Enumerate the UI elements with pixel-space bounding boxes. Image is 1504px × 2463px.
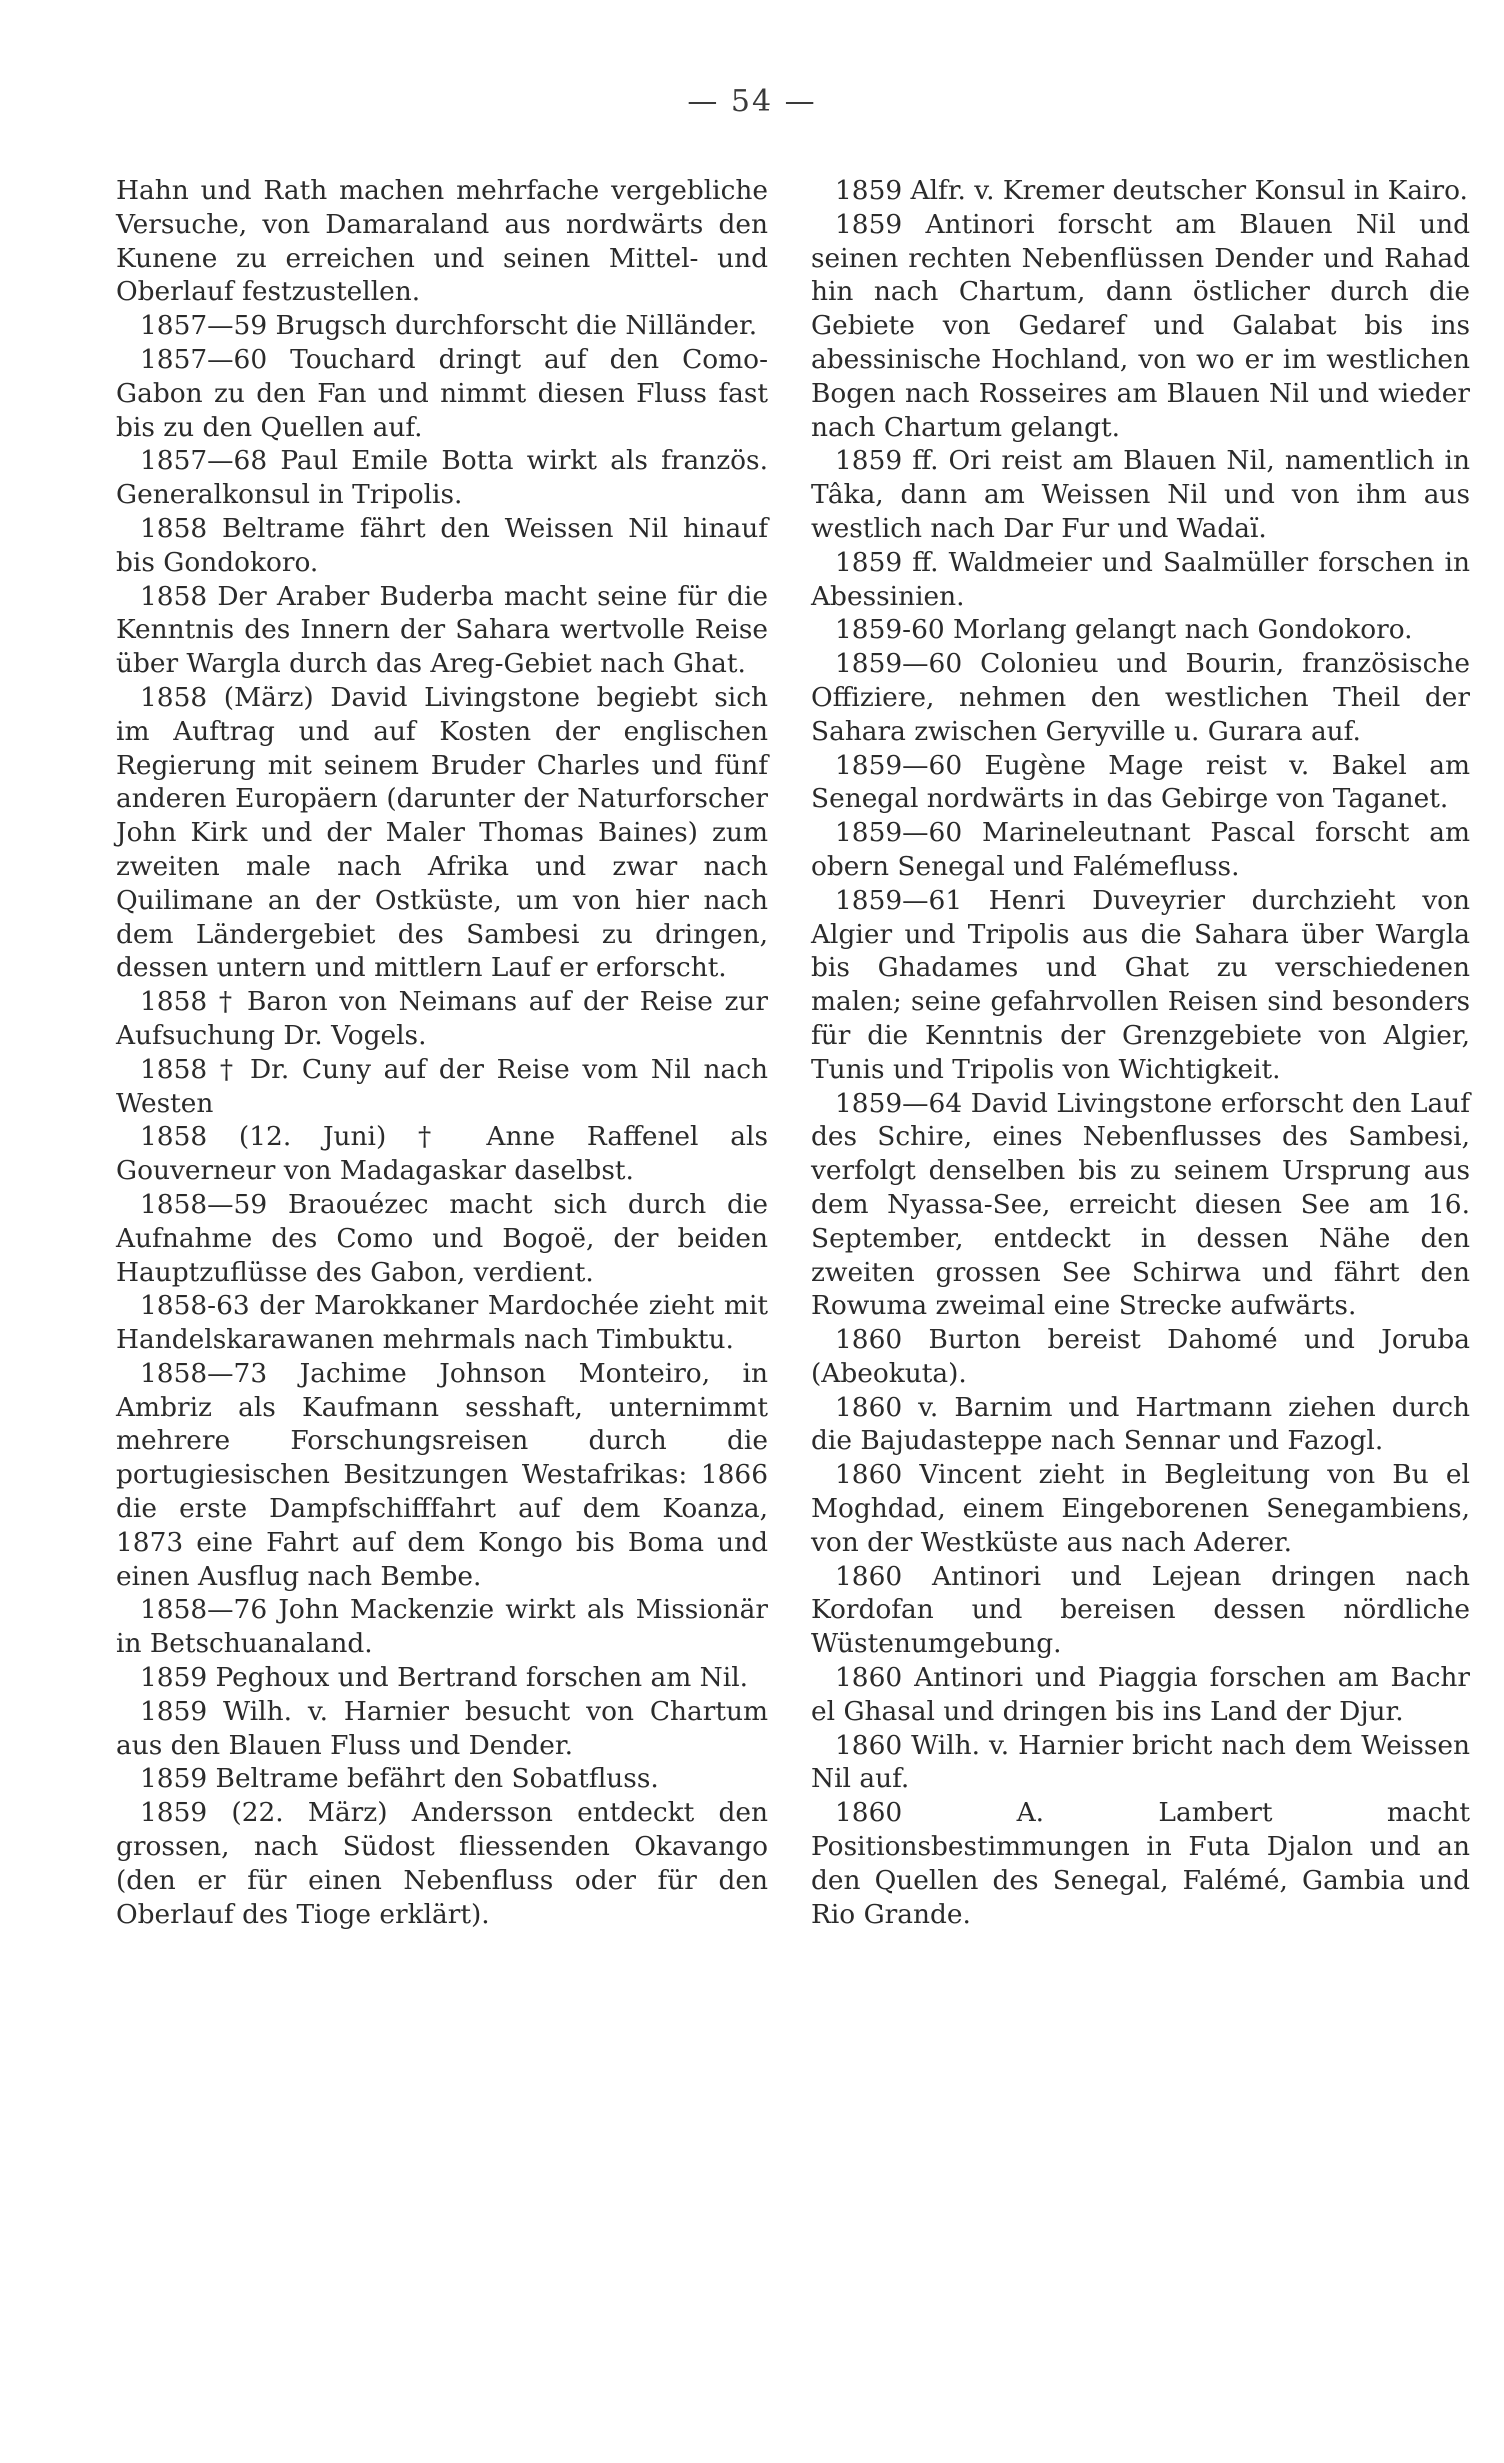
chronology-entry: 1859—60 Eugène Mage reist v. Bakel am Senegal nordwärts in das Gebirge von Taganet. xyxy=(811,749,1470,815)
chronology-entry: 1860 Vincent zieht in Begleitung von Bu el Moghdad, einem Eingeborenen Senegambiens, von der Westküste aus nach Aderer. xyxy=(811,1459,1470,1558)
chronology-entry: 1859—61 Henri Duveyrier durchzieht von Algier und Tripolis aus die Sahara über Wargla bis Ghadames und Ghat zu verschiedenen malen; seine gefahrvollen Reisen sind besonders für die Kenntnis der Grenzgebiete von Algier, Tunis und Tripolis von Wichtigkeit. xyxy=(811,884,1470,1085)
chronology-entry: 1857—68 Paul Emile Botta wirkt als französ. Generalkonsul in Tripolis. xyxy=(116,445,768,511)
chronology-entry: 1859—60 Colonieu und Bourin, französische Offiziere, nehmen den westlichen Theil der Sahara zwischen Geryville u. Gurara auf. xyxy=(811,648,1470,747)
chronology-entry: 1860 Antinori und Lejean dringen nach Kordofan und bereisen dessen nördliche Wüstenumgebung. xyxy=(811,1560,1470,1660)
chronology-entry: 1858 Der Araber Buderba macht seine für die Kenntnis des Innern der Sahara wertvolle Reise über Wargla durch das Areg-Gebiet nach Ghat. xyxy=(116,580,768,680)
chronology-entry: 1859 Peghoux und Bertrand forschen am Nil. xyxy=(140,1662,749,1694)
chronology-entry: 1857—59 Brugsch durchforscht die Nilländer. xyxy=(140,310,758,342)
chronology-entry: 1860 Wilh. v. Harnier bricht nach dem Weissen Nil auf. xyxy=(811,1729,1470,1795)
chronology-entry: 1858—73 Jachime Johnson Monteiro, in Ambriz als Kaufmann sesshaft, unternimmt mehrere Forschungsreisen durch die portugiesischen Besitzungen Westafrikas: 1866 die erste Dampfschifffahrt auf dem Koanza, 1873 eine Fahrt auf dem Kongo bis Boma und einen Ausflug nach Bembe. xyxy=(116,1357,768,1592)
page-number: — 54 — xyxy=(687,84,817,119)
right-column xyxy=(811,174,1470,1931)
chronology-entry: 1860 v. Barnim und Hartmann ziehen durch die Bajudasteppe nach Sennar und Fazogl. xyxy=(811,1391,1470,1457)
chronology-entry: 1859 Beltrame befährt den Sobatfluss. xyxy=(140,1763,659,1795)
chronology-entry: 1858 † Dr. Cuny auf der Reise vom Nil nach Westen xyxy=(116,1053,768,1119)
chronology-entry: 1860 Burton bereist Dahomé und Joruba (Abeokuta). xyxy=(811,1324,1470,1389)
chronology-entry: 1859 (22. März) Andersson entdeckt den grossen, nach Südost fliessenden Okavango (den er für einen Nebenfluss oder für den Oberlauf des Tioge erklärt). xyxy=(116,1797,768,1930)
chronology-entry: 1858—59 Braouézec macht sich durch die Aufnahme des Como und Bogoë, der beiden Hauptzuflüsse des Gabon, verdient. xyxy=(116,1188,768,1288)
chronology-entry: 1860 Antinori und Piaggia forschen am Bachr el Ghasal und dringen bis ins Land der Djur. xyxy=(811,1662,1470,1727)
chronology-entry: 1858—76 John Mackenzie wirkt als Missionär in Betschuanaland. xyxy=(116,1594,768,1660)
chronology-entry: 1858 (12. Juni) † Anne Raffenel als Gouverneur von Madagaskar daselbst. xyxy=(116,1121,768,1187)
chronology-entry: 1858-63 der Marokkaner Mardochée zieht mit Handelskarawanen mehrmals nach Timbuktu. xyxy=(116,1290,768,1356)
chronology-entry: 1858 † Baron von Neimans auf der Reise zur Aufsuchung Dr. Vogels. xyxy=(116,986,768,1051)
chronology-entry: Hahn und Rath machen mehrfache vergebliche Versuche, von Damaraland aus nordwärts den Kunene zu erreichen und seinen Mittel- und Oberlauf festzustellen. xyxy=(116,175,768,308)
chronology-entry: 1859—60 Marineleutnant Pascal forscht am obern Senegal und Falémefluss. xyxy=(811,817,1470,882)
chronology-entry: 1859 Wilh. v. Harnier besucht von Chartum aus den Blauen Fluss und Dender. xyxy=(116,1695,768,1761)
chronology-entry: 1859 ff. Waldmeier und Saalmüller forschen in Abessinien. xyxy=(811,546,1470,612)
chronology-entry: 1860 A. Lambert macht Positionsbestimmungen in Futa Djalon und an den Quellen des Senegal, Falémé, Gambia und Rio Grande. xyxy=(811,1797,1470,1930)
chronology-entry: 1857—60 Touchard dringt auf den Como-Gabon zu den Fan und nimmt diesen Fluss fast bis zu den Quellen auf. xyxy=(116,343,768,443)
chronology-entry: 1858 (März) David Livingstone begiebt sich im Auftrag und auf Kosten der englischen Regierung mit seinem Bruder Charles und fünf anderen Europäern (darunter der Naturforscher John Kirk und der Maler Thomas Baines) zum zweiten male nach Afrika und zwar nach Quilimane an der Ostküste, um von hier nach dem Ländergebiet des Sambesi zu dringen, dessen untern und mittlern Lauf er erforscht. xyxy=(116,681,768,984)
chronology-entry: 1858 Beltrame fährt den Weissen Nil hinauf bis Gondokoro. xyxy=(116,512,768,578)
chronology-entry: 1859 ff. Ori reist am Blauen Nil, namentlich in Tâka, dann am Weissen Nil und von ihm aus westlich nach Dar Fur und Wadaï. xyxy=(811,445,1470,544)
left-column xyxy=(116,174,768,1931)
chronology-entry: 1859—64 David Livingstone erforscht den Lauf des Schire, eines Nebenflusses des Sambesi, verfolgt denselben bis zu seinem Ursprung aus dem Nyassa-See, erreicht diesen See am 16. September, entdeckt in dessen Nähe den zweiten grossen See Schirwa und fährt den Rowuma zweimal eine Strecke aufwärts. xyxy=(811,1087,1470,1322)
chronology-entry: 1859 Alfr. v. Kremer deutscher Konsul in Kairo. xyxy=(835,175,1468,206)
chronology-entry: 1859-60 Morlang gelangt nach Gondokoro. xyxy=(835,614,1413,646)
chronology-entry: 1859 Antinori forscht am Blauen Nil und seinen rechten Nebenflüssen Dender und Rahad hin nach Chartum, dann östlicher durch die Gebiete von Gedaref und Galabat bis ins abessinische Hochland, von wo er im westlichen Bogen nach Rosseires am Blauen Nil und wieder nach Chartum gelangt. xyxy=(811,208,1470,443)
